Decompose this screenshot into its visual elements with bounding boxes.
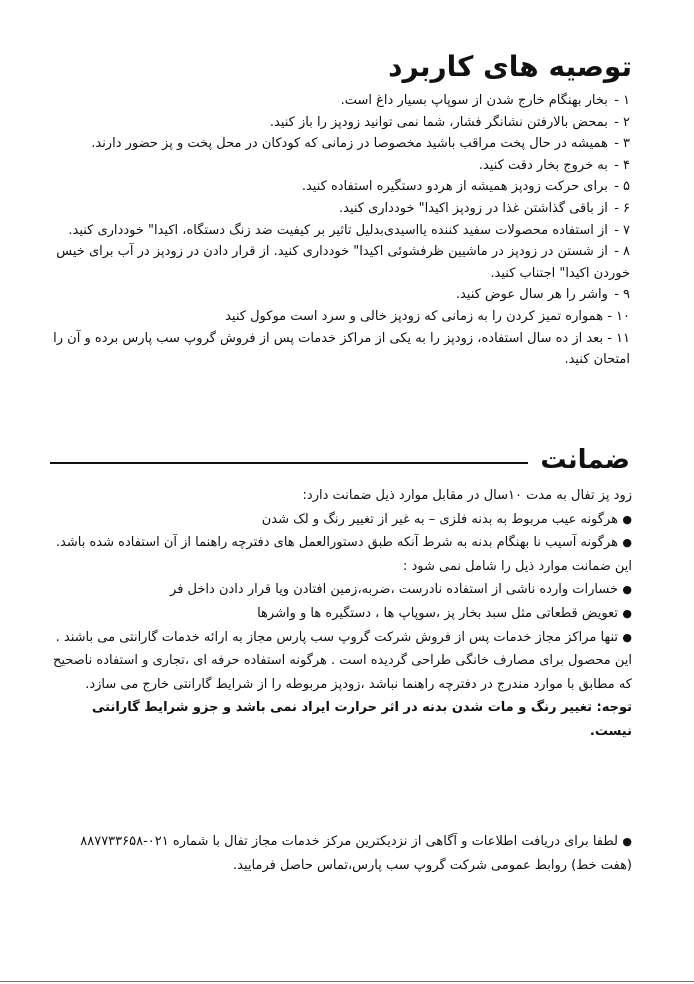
usage-tips-list <box>50 90 630 371</box>
warranty-covered-item: ●هرگونه عیب مربوط به بدنه فلزی – به غیر از تغییر رنگ و لک شدن <box>48 508 632 532</box>
usage-tip: ۲ - بمحض بالارفتن نشانگر فشار، شما نمی توانید زودپز را باز کنید. <box>269 114 630 130</box>
warranty-excluded-item: ●تعویض قطعاتی مثل سبد بخار پز ،سوپاپ ها ، دستگیره ها و واشرها <box>48 602 632 626</box>
usage-tip: ۸ - از شستن در زودپز در ماشیین ظرفشوئی اکیدا" خودداری کنید. از قرار دادن در زودپز در آب برای خیس خوردن اکیدا" اجتناب کنید. <box>56 244 630 281</box>
warranty-note: توجه: تغییر رنگ و مات شدن بدنه در اثر حرارت ایراد نمی باشد و جزو شرایط گارانتی نیست. <box>92 700 632 739</box>
usage-tip: ۱۰ - همواره تمیز کردن را به زمانی که زودپز خالی و سرد است موکول کنید <box>225 308 630 324</box>
warranty-header <box>50 442 630 478</box>
warranty-intro: زود پز تفال به مدت ۱۰سال در مقابل موارد ذیل ضمانت دارد: <box>302 488 632 503</box>
warranty-excluded-item: ●تنها مراکز مجاز خدمات پس از فروش شرکت گروپ سب پارس مجاز به ارائه خدمات گارانتی می باشند . این محصول برای مصارف خانگی طراحی گردیده است . هرگونه استفاده حرفه ای ،تجاری و استفاده ناصحیح که مطابق با موارد مندرج در دفترچه راهنما نباشد ،زودپز مربوطه را از شرایط گارانتی خارج می سازد. <box>48 626 632 697</box>
usage-tip: ۱ - بخار بهنگام خارج شدن از سوپاپ بسیار داغ است. <box>340 93 630 108</box>
usage-tip: ۱۱ - بعد از ده سال استفاده، زودپز را به یکی از مراکز خدمات پس از فروش گروپ سب پارس برده و آن را امتحان کنید. <box>53 330 630 368</box>
section-divider <box>50 462 528 464</box>
bullet-icon: ● <box>622 512 632 526</box>
bullet-icon: ● <box>622 536 632 550</box>
warranty-excluded-item: ●خسارات وارده ناشی از استفاده نادرست ،ضربه،زمین افتادن ویا قرار دادن داخل فر <box>48 578 632 602</box>
usage-tip: ۷ - از استفاده محصولات سفید کننده یااسیدی‌بدلیل تاثیر بر کیفیت ضد زنگ دستگاه، اکیدا" خودداری کنید. <box>68 222 630 238</box>
bullet-icon: ● <box>622 583 632 597</box>
bullet-icon: ● <box>622 606 632 620</box>
usage-tips-title: توصیه های کاربرد <box>388 50 632 83</box>
bullet-icon: ● <box>622 630 632 644</box>
usage-tip: ۶ - از باقی گذاشتن غذا در زودپز اکیدا" خودداری کنید. <box>338 200 630 216</box>
page-bottom-edge <box>0 981 694 982</box>
contact-info <box>48 830 632 877</box>
bullet-icon: ● <box>622 835 632 848</box>
usage-tip: ۴ - به خروج بخار دقت کنید. <box>478 157 630 173</box>
usage-tip: ۵ - برای حرکت زودپز همیشه از هردو دستگیره استفاده کنید. <box>301 179 630 195</box>
warranty-title: ضمانت <box>540 445 630 475</box>
usage-tip: ۹ - واشر را هر سال عوض کنید. <box>455 287 630 303</box>
warranty-covered-item: ●هرگونه آسیب نا بهنگام بدنه به شرط آنکه طبق دستورالعمل های دفترچه راهنما از آن استفاده شده باشد. این ضمانت موارد ذیل را شامل نمی شود : <box>48 531 632 578</box>
contact-item: ●لطفا برای دریافت اطلاعات و آگاهی از نزدیکترین مرکز خدمات مجاز تفال با شماره ۰۲۱-۸۸۷۷۳۳۶۵۸ (هفت خط) روابط عمومی شرکت گروپ سب پارس،تماس حاصل فرمایید. <box>48 830 632 877</box>
warranty-body <box>48 484 632 744</box>
usage-tip: ۳ - همیشه در حال پخت مراقب باشید مخصوصا در زمانی که کودکان در محل پخت و پز حضور دارند. <box>91 136 630 152</box>
